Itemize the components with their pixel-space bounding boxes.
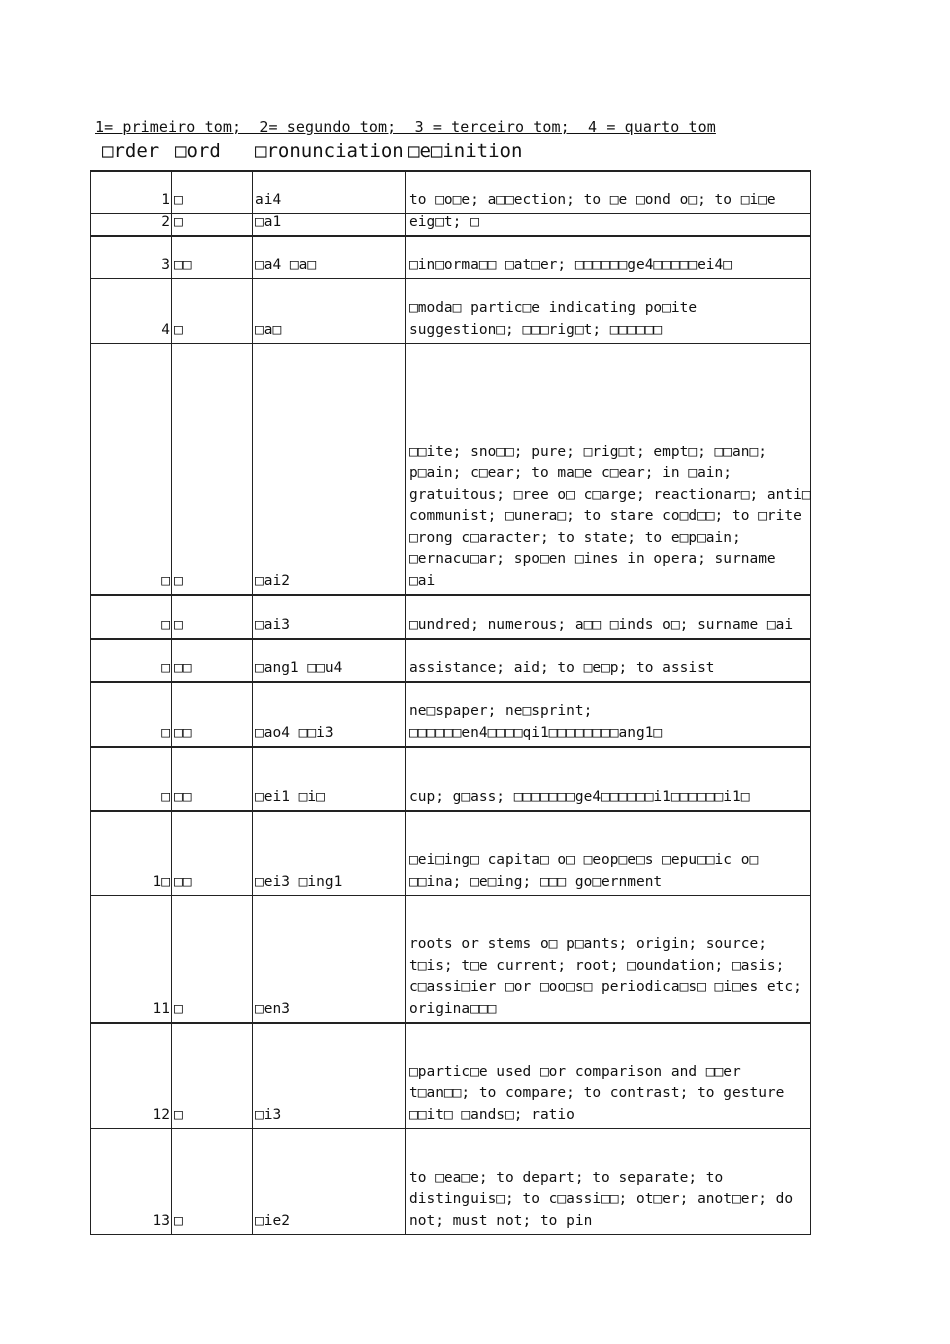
word-cell: □ xyxy=(174,1212,183,1229)
column-divider xyxy=(810,1024,811,1128)
column-divider xyxy=(405,279,406,343)
column-divider xyxy=(810,812,811,895)
definition-cell: to □ea□e; to depart; to separate; to distinguis□; to c□assi□□; ot□er; anot□er; do not; must not; to pin xyxy=(409,1169,794,1229)
table-row xyxy=(90,214,811,237)
column-divider xyxy=(171,214,172,235)
column-divider xyxy=(90,170,91,213)
column-divider xyxy=(171,344,172,594)
column-divider xyxy=(405,812,406,895)
pronunciation-cell: □a□ xyxy=(255,321,282,338)
vocabulary-sheet xyxy=(90,170,811,1235)
word-cell: □ xyxy=(174,213,183,230)
column-divider xyxy=(252,640,253,681)
column-divider xyxy=(405,214,406,235)
column-divider xyxy=(252,812,253,895)
word-cell: □ xyxy=(174,1106,183,1123)
column-divider xyxy=(810,896,811,1022)
column-divider xyxy=(405,596,406,638)
table-row xyxy=(90,279,811,344)
header-pronunciation: □ronunciation xyxy=(255,140,404,162)
pronunciation-cell: □i3 xyxy=(255,1106,282,1123)
word-cell: □ xyxy=(174,321,183,338)
word-cell: □ xyxy=(174,572,183,589)
column-divider xyxy=(252,748,253,810)
pronunciation-cell: □ei1 □i□ xyxy=(255,788,325,805)
pronunciation-cell: □a4 □a□ xyxy=(255,256,317,273)
column-divider xyxy=(90,896,91,1022)
order-cell: 3 xyxy=(161,256,170,273)
column-divider xyxy=(90,1024,91,1128)
definition-cell: □in□orma□□ □at□er; □□□□□□ge4□□□□□ei4□ xyxy=(409,256,733,273)
column-divider xyxy=(90,279,91,343)
pronunciation-cell: □ai2 xyxy=(255,572,290,589)
header-definition: □e□inition xyxy=(408,140,523,162)
column-divider xyxy=(171,1129,172,1234)
column-divider xyxy=(405,170,406,213)
pronunciation-cell: □ie2 xyxy=(255,1212,290,1229)
order-cell: 11 xyxy=(152,1000,170,1017)
column-divider xyxy=(171,1024,172,1128)
column-divider xyxy=(405,1024,406,1128)
column-divider xyxy=(405,683,406,746)
pronunciation-cell: □en3 xyxy=(255,1000,290,1017)
table-row xyxy=(90,170,811,214)
order-cell: □ xyxy=(161,788,170,805)
column-divider xyxy=(405,237,406,278)
word-cell: □ xyxy=(174,1000,183,1017)
column-divider xyxy=(810,748,811,810)
header-order: □rder xyxy=(102,140,160,162)
column-divider xyxy=(810,1129,811,1234)
definition-cell: □partic□e used □or comparison and □□er t□an□□; to compare; to contrast; to gesture □□it□ □ands□; ratio xyxy=(409,1063,785,1123)
column-divider xyxy=(171,748,172,810)
table-row xyxy=(90,1129,811,1235)
table-row xyxy=(90,344,811,596)
column-divider xyxy=(90,344,91,594)
order-cell: 13 xyxy=(152,1212,170,1229)
column-divider xyxy=(252,237,253,278)
definition-cell: cup; g□ass; □□□□□□□ge4□□□□□□i1□□□□□□i1□ xyxy=(409,788,750,805)
column-divider xyxy=(90,596,91,638)
column-divider xyxy=(171,812,172,895)
order-cell: 1□ xyxy=(152,873,170,890)
word-cell: □□ xyxy=(174,788,192,805)
definition-cell: eig□t; □ xyxy=(409,213,479,230)
column-divider xyxy=(90,214,91,235)
column-divider xyxy=(810,640,811,681)
word-cell: □□ xyxy=(174,256,192,273)
definition-cell: □moda□ partic□e indicating po□ite suggestion□; □□□rig□t; □□□□□□ xyxy=(409,300,698,338)
column-divider xyxy=(252,214,253,235)
table-row xyxy=(90,596,811,640)
column-divider xyxy=(90,237,91,278)
column-divider xyxy=(810,237,811,278)
column-divider xyxy=(252,279,253,343)
column-divider xyxy=(252,896,253,1022)
column-divider xyxy=(171,896,172,1022)
table-row xyxy=(90,683,811,748)
order-cell: □ xyxy=(161,616,170,633)
pronunciation-cell: ai4 xyxy=(255,191,282,208)
column-divider xyxy=(810,596,811,638)
column-divider xyxy=(405,344,406,594)
column-divider xyxy=(171,640,172,681)
table-row xyxy=(90,237,811,279)
definition-cell: to □o□e; a□□ection; to □e □ond o□; to □i□e xyxy=(409,191,776,208)
table-row xyxy=(90,640,811,683)
order-cell: □ xyxy=(161,572,170,589)
definition-cell: ne□spaper; ne□sprint; □□□□□□en4□□□□qi1□□□□□□□□ang1□ xyxy=(409,703,663,741)
column-divider xyxy=(405,1129,406,1234)
order-cell: 1 xyxy=(161,191,170,208)
pronunciation-cell: □a1 xyxy=(255,213,282,230)
order-cell: 2 xyxy=(161,213,170,230)
column-divider xyxy=(171,237,172,278)
column-divider xyxy=(171,170,172,213)
column-divider xyxy=(90,748,91,810)
column-divider xyxy=(252,170,253,213)
table-row xyxy=(90,812,811,896)
table-row xyxy=(90,748,811,812)
column-divider xyxy=(405,896,406,1022)
column-divider xyxy=(810,214,811,235)
word-cell: □ xyxy=(174,191,183,208)
order-cell: 4 xyxy=(161,321,170,338)
order-cell: 12 xyxy=(152,1106,170,1123)
pronunciation-cell: □ao4 □□i3 xyxy=(255,724,334,741)
column-divider xyxy=(810,683,811,746)
word-cell: □□ xyxy=(174,873,192,890)
column-divider xyxy=(810,279,811,343)
word-cell: □□ xyxy=(174,659,192,676)
pronunciation-cell: □ai3 xyxy=(255,616,290,633)
column-divider xyxy=(810,170,811,213)
column-divider xyxy=(90,812,91,895)
column-divider xyxy=(252,1024,253,1128)
tone-legend: 1= primeiro tom; 2= segundo tom; 3 = terceiro tom; 4 = quarto tom xyxy=(95,118,716,136)
word-cell: □ xyxy=(174,616,183,633)
order-cell: □ xyxy=(161,724,170,741)
definition-cell: □□ite; sno□□; pure; □rig□t; empt□; □□an□; p□ain; c□ear; to ma□e c□ear; in □ain; gratuitous; □ree o□ c□arge; reactionar□; anti□ communist; □unera□; to stare co□d□□; to □rite □rong c□aracter; to state; to e□p□ain; □ernacu□ar; spo□en □ines in opera; surname □ai xyxy=(409,443,811,589)
column-divider xyxy=(90,683,91,746)
table-row xyxy=(90,896,811,1024)
column-divider xyxy=(90,1129,91,1234)
definition-cell: □ei□ing□ capita□ o□ □eop□e□s □epu□□ic o□ □□ina; □e□ing; □□□ go□ernment xyxy=(409,852,759,890)
column-divider xyxy=(252,683,253,746)
pronunciation-cell: □ang1 □□u4 xyxy=(255,659,343,676)
column-divider xyxy=(252,596,253,638)
column-divider xyxy=(252,1129,253,1234)
column-divider xyxy=(252,344,253,594)
column-divider xyxy=(405,640,406,681)
column-divider xyxy=(171,279,172,343)
word-cell: □□ xyxy=(174,724,192,741)
definition-cell: assistance; aid; to □e□p; to assist xyxy=(409,659,715,676)
table-row xyxy=(90,1024,811,1129)
column-divider xyxy=(171,596,172,638)
definition-cell: □undred; numerous; a□□ □inds o□; surname □ai xyxy=(409,616,794,633)
column-divider xyxy=(405,748,406,810)
order-cell: □ xyxy=(161,659,170,676)
header-word: □ord xyxy=(175,140,221,162)
column-divider xyxy=(171,683,172,746)
definition-cell: roots or stems o□ p□ants; origin; source; t□is; t□e current; root; □oundation; □asis; c□assi□ier □or □oo□s□ periodica□s□ □i□es etc; origina□□□ xyxy=(409,936,802,1017)
pronunciation-cell: □ei3 □ing1 xyxy=(255,873,343,890)
column-divider xyxy=(90,640,91,681)
